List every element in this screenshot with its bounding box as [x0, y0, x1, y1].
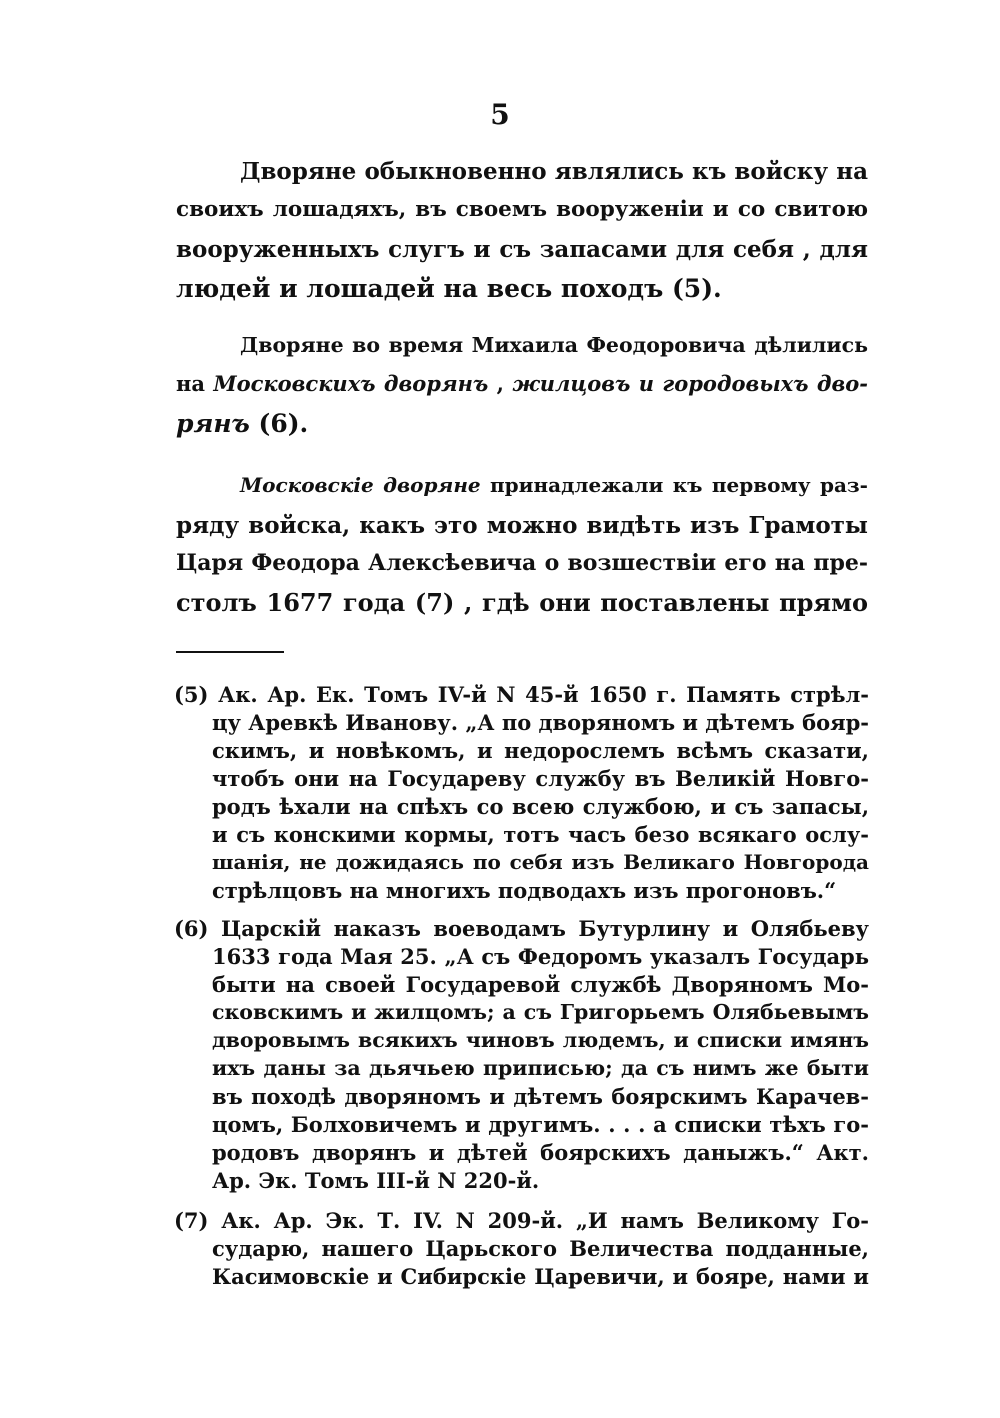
text-line: столъ 1677 года (7) , гдѣ они поставлены прямо [176, 588, 868, 617]
footnote-line: стрѣлцовъ на многихъ подводахъ изъ прогоновъ.“ [212, 878, 837, 903]
text-line [176, 371, 868, 396]
text-line: вооруженныхъ слугъ и съ запасами для себя , для [176, 236, 868, 263]
footnote-line: въ походѣ дворяномъ и дѣтемъ боярскимъ Карачев- [212, 1084, 869, 1109]
footnote-line: сковскимъ и жилцомъ; а съ Григорьемъ Олябьевымъ [212, 1000, 869, 1024]
footnote-line: (7) Ак. Ар. Эк. Т. IV. N 209-й. „И намъ Великому Го- [174, 1208, 869, 1233]
text-line: ряду войска, какъ это можно видѣть изъ Грамоты [176, 512, 868, 539]
text-run: , [488, 371, 513, 396]
footnote-line: родовъ дворянъ и дѣтей боярскихъ даныжъ.“ Акт. [212, 1140, 869, 1165]
footnote-line: быти на своей Государевой службѣ Дворяномъ Мо- [212, 972, 869, 997]
italic-run: рянъ [176, 409, 250, 438]
text-run: (6). [249, 409, 309, 438]
footnote-line: дворовымъ всякихъ чиновъ людемъ, и списки имянъ [212, 1028, 869, 1052]
footnote-line: чтобъ они на Государеву службу въ Великiй Новго- [212, 766, 869, 791]
text-line: Дворяне обыкновенно являлись къ войску на [240, 158, 868, 185]
text-line [240, 473, 868, 497]
text-run: принадлежали къ первому раз- [480, 473, 868, 497]
footnote-line: цу Аревкѣ Иванову. „А по дворяномъ и дѣтемъ бояр- [212, 710, 869, 735]
footnote-line: Ар. Эк. Томъ III-й N 220-й. [212, 1168, 540, 1193]
footnote-line: Касимовскiе и Сибирскiе Царевичи, и бояре, нами и [212, 1264, 869, 1289]
footnote-line: (5) Ак. Ар. Ек. Томъ IV-й N 45-й 1650 г. Память стрѣл- [174, 682, 869, 707]
page-number: 5 [490, 98, 510, 131]
footnote-line: ихъ даны за дьячьею приписью; да съ нимъ же быти [212, 1056, 869, 1080]
footnote-line: (6) Царскiй наказъ воеводамъ Бутурлину и Олябьеву [174, 916, 869, 941]
text-line: людей и лошадей на весь походъ (5). [176, 274, 722, 303]
text-line [176, 409, 868, 438]
text-line: Дворяне во время Михаила Феодоровича дѣлились [240, 333, 868, 357]
text-line: своихъ лошадяхъ, въ своемъ вооруженiи и со свитою [176, 197, 868, 222]
footnote-line: сударю, нашего Царьского Величества подданные, [212, 1236, 869, 1261]
italic-run: Московскихъ дворянъ [213, 371, 489, 396]
footnote-line: цомъ, Болховичемъ и другимъ. . . . а списки тѣхъ го- [212, 1112, 869, 1137]
footnote-line: скимъ, и новѣкомъ, и недорослемъ всѣмъ сказати, [212, 738, 869, 763]
italic-run: жилцовъ и городовыхъ дво- [512, 371, 868, 396]
footnote-line: шанiя, не дожидаясь по себя изъ Великаго Новгорода [212, 850, 869, 874]
footnote-separator [176, 651, 284, 653]
text-run: на [176, 371, 214, 396]
italic-run: Московскiе дворяне [240, 473, 481, 497]
footnote-line: родъ ѣхали на спѣхъ со всею службою, и съ запасы, [212, 794, 869, 819]
text-line: Царя Феодора Алексѣевича о возшествiи его на пре- [176, 550, 868, 576]
footnote-line: 1633 года Мая 25. „А съ Федоромъ указалъ Государь [212, 944, 869, 969]
footnote-line: и съ конскими кормы, тотъ часъ безо всякаго ослу- [212, 822, 869, 847]
